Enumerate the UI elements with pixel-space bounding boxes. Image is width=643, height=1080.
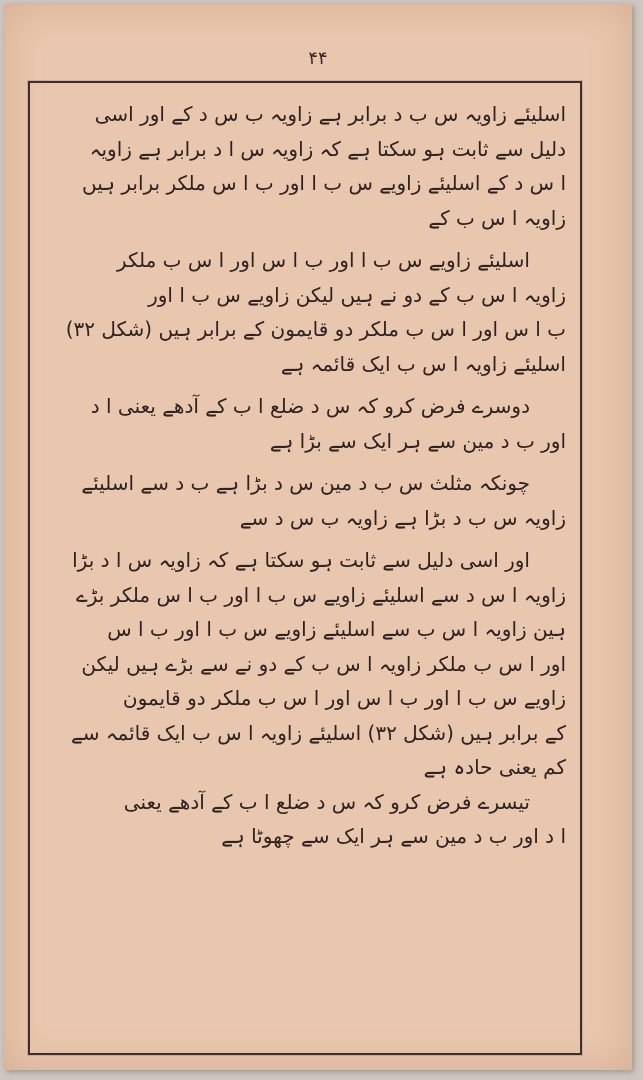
text-line: اور اسی دلیل سے ثابت ہو سکتا ہے کہ زاویہ س ا د بڑا (72, 548, 530, 572)
text-line: دوسرے فرض کرو کہ س د ضلع ا ب کے آدھے یعنی ا د (90, 394, 530, 418)
text-line: ا س د کے اسلیئے زاویے س ب ا اور ب ا س ملکر برابر ہیں (82, 171, 566, 195)
text-line: زاویہ ا س د سے اسلیئے زاویے س ب ا اور ب ا س ملکر بڑے (76, 582, 566, 607)
text-line: ب ا س اور ا س ب ملکر دو قایمون کے برابر ہیں (شکل ۳۲) (65, 317, 566, 341)
book-page (4, 4, 632, 1070)
page-text (44, 97, 566, 1041)
text-line: زاویہ س ب د بڑا ہے زاویہ ب س د سے (239, 505, 566, 530)
text-line: اسلیئے زاویے س ب ا اور ب ا س اور ا س ب ملکر (116, 248, 530, 272)
text-line: چونکہ مثلث س ب د مین س د بڑا ہے ب د سے اسلیئے (81, 471, 530, 495)
text-line: اور ب د مین سے ہر ایک سے بڑا ہے (269, 428, 566, 453)
text-frame (28, 81, 582, 1055)
text-line: زاویہ ا س ب کے (428, 205, 566, 230)
text-line: اسلیئے زاویہ س ب د برابر ہے زاویہ ب س د کے اور اسی (94, 102, 566, 126)
page-number: ۴۴ (308, 48, 328, 69)
text-line: دلیل سے ثابت ہو سکتا ہے کہ زاویہ س ا د برابر ہے زاویہ (89, 136, 566, 161)
text-line: ہین زاویہ ا س ب سے اسلیئے زاویے س ب ا اور ب ا س (107, 617, 566, 641)
text-line: تیسرے فرض کرو کہ س د ضلع ا ب کے آدھے یعنی (123, 789, 530, 814)
text-line: اسلیئے زاویہ ا س ب ایک قائمہ ہے (280, 351, 566, 376)
text-line: زاویے س ب ا اور ب ا س اور ا س ب ملکر دو قایمون (122, 686, 566, 710)
text-line: کم یعنی حادہ ہے (423, 755, 566, 779)
text-line: ا د اور ب د مین سے ہر ایک سے چھوٹا ہے (221, 824, 566, 848)
text-line: زاویہ ا س ب کے دو نے ہیں لیکن زاویے س ب ا اور (148, 282, 566, 307)
text-line: کے برابر ہیں (شکل ۳۲) اسلیئے زاویہ ا س ب ایک قائمہ سے (70, 720, 566, 745)
text-line: اور ا س ب ملکر زاویہ ا س ب کے دو نے سے بڑے ہیں لیکن (81, 651, 566, 676)
